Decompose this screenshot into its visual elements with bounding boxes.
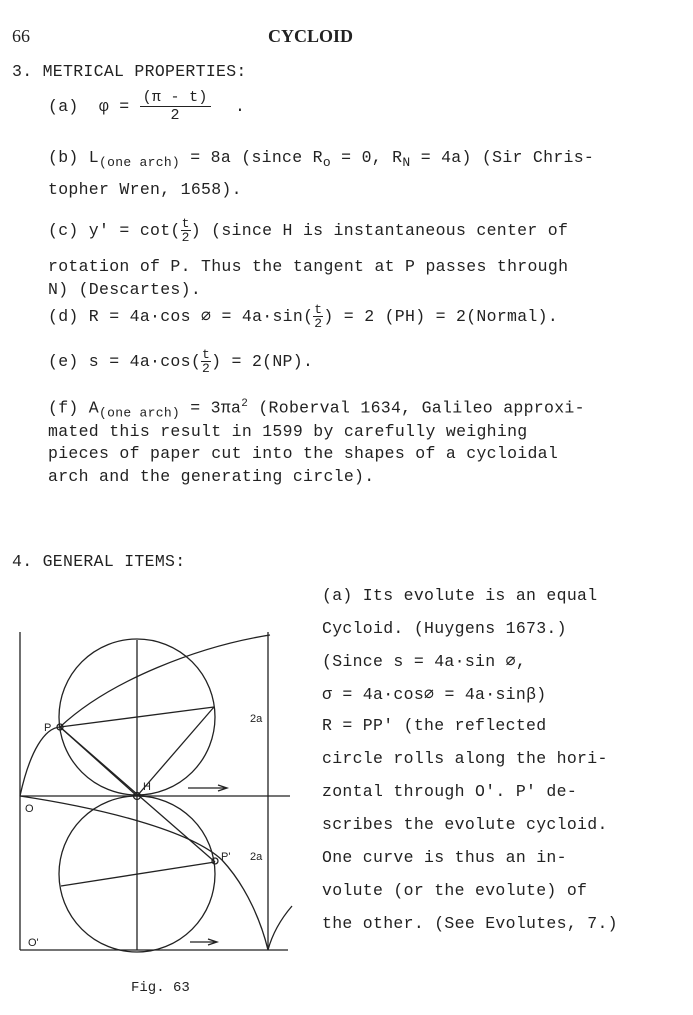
page-number: 66 [12, 26, 30, 46]
property-f-line4: arch and the generating circle). [48, 467, 375, 486]
section4-line-7: scribes the evolute cycloid. [322, 815, 608, 834]
property-d-post: ) = 2 (PH) = 2(Normal). [323, 306, 559, 326]
section4-line-2: (Since s = 4a·sin ∅, [322, 652, 527, 671]
section4-heading: 4. GENERAL ITEMS: [12, 552, 186, 571]
property-e-post: ) = 2(NP). [211, 351, 314, 371]
figure-caption: Fig. 63 [131, 980, 190, 996]
label-p-prime: P' [221, 851, 231, 863]
fraction-denominator: 2 [202, 361, 211, 376]
property-a-lhs: φ = [98, 96, 130, 116]
rn-sub: N [402, 155, 411, 170]
property-a-label: (a) [48, 96, 79, 116]
property-d-pre: (d) R = 4a·cos ∅ = 4a·sin( [48, 306, 314, 326]
property-d-fraction [313, 303, 323, 330]
r0-sub: o [322, 155, 331, 170]
property-c-line2: rotation of P. Thus the tangent at P passes through [48, 257, 569, 276]
property-c-line3: N) (Descartes). [48, 280, 202, 299]
section4-line-3: σ = 4a·cos∅ = 4a·sinβ) [322, 685, 547, 704]
property-c-pre: (c) y' = cot( [48, 220, 181, 240]
property-b-post: = 4a) (Sir Chris- [420, 148, 595, 167]
property-b-mid: = 8a (since R [190, 148, 323, 167]
section4-line-5: circle rolls along the hori- [322, 749, 608, 768]
page-title: CYCLOID [268, 26, 354, 46]
property-f-line2: mated this result in 1599 by carefully weighing [48, 422, 528, 441]
property-e-pre: (e) s = 4a·cos( [48, 351, 202, 371]
fraction-denominator: 2 [181, 230, 190, 245]
label-o: O [25, 803, 34, 815]
section4-line-0: (a) Its evolute is an equal [322, 586, 598, 605]
fraction-numerator: t [314, 302, 323, 317]
section4-line-1: Cycloid. (Huygens 1673.) [322, 619, 567, 638]
property-f-mid: = 3πa [190, 398, 242, 418]
property-f-pre: (f) A [48, 398, 100, 418]
property-a-tail: . [234, 96, 246, 116]
section4-line-10: the other. (See Evolutes, 7.) [322, 914, 618, 933]
property-b-pre: (b) L [48, 148, 100, 167]
property-b-line2: topher Wren, 1658). [48, 180, 242, 199]
property-a-fraction [140, 90, 211, 123]
cusp-continuation [268, 906, 292, 950]
label-h: H [143, 781, 151, 793]
property-e-fraction [201, 348, 211, 375]
property-c-fraction [181, 217, 191, 244]
label-2a-bottom: 2a [250, 851, 263, 863]
property-d [48, 303, 558, 330]
label-2a-top: 2a [250, 713, 263, 725]
property-b-line1 [48, 148, 594, 170]
fraction-numerator: t [181, 216, 190, 231]
property-f-sup: 2 [241, 398, 249, 410]
property-b-sub: (one arch) [99, 155, 181, 170]
chord-lower [61, 862, 215, 886]
property-f-line1 [48, 398, 585, 421]
fraction-denominator: 2 [170, 107, 180, 124]
section3-heading: 3. METRICAL PROPERTIES: [12, 62, 247, 81]
section4-line-9: volute (or the evolute) of [322, 881, 588, 900]
property-a [48, 90, 245, 123]
property-e [48, 348, 313, 375]
section4-line-4: R = PP' (the reflected [322, 716, 547, 735]
property-f-post: (Roberval 1634, Galileo approxi- [248, 398, 585, 418]
section4-line-8: One curve is thus an in- [322, 848, 567, 867]
property-c-line1 [48, 217, 568, 244]
property-b-mid2: = 0, R [341, 148, 403, 167]
property-f-sub: (one arch) [99, 405, 181, 421]
fraction-numerator: (π - t) [140, 90, 211, 107]
property-f-line3: pieces of paper cut into the shapes of a cycloidal [48, 444, 559, 463]
section4-line-6: zontal through O'. P' de- [322, 782, 578, 801]
label-p: P [44, 722, 52, 734]
fraction-numerator: t [202, 347, 211, 362]
cycloid-figure [0, 620, 310, 960]
label-o-prime: O' [28, 937, 39, 949]
property-c-post: ) (since H is instantaneous center of [190, 220, 569, 240]
fraction-denominator: 2 [314, 316, 323, 331]
